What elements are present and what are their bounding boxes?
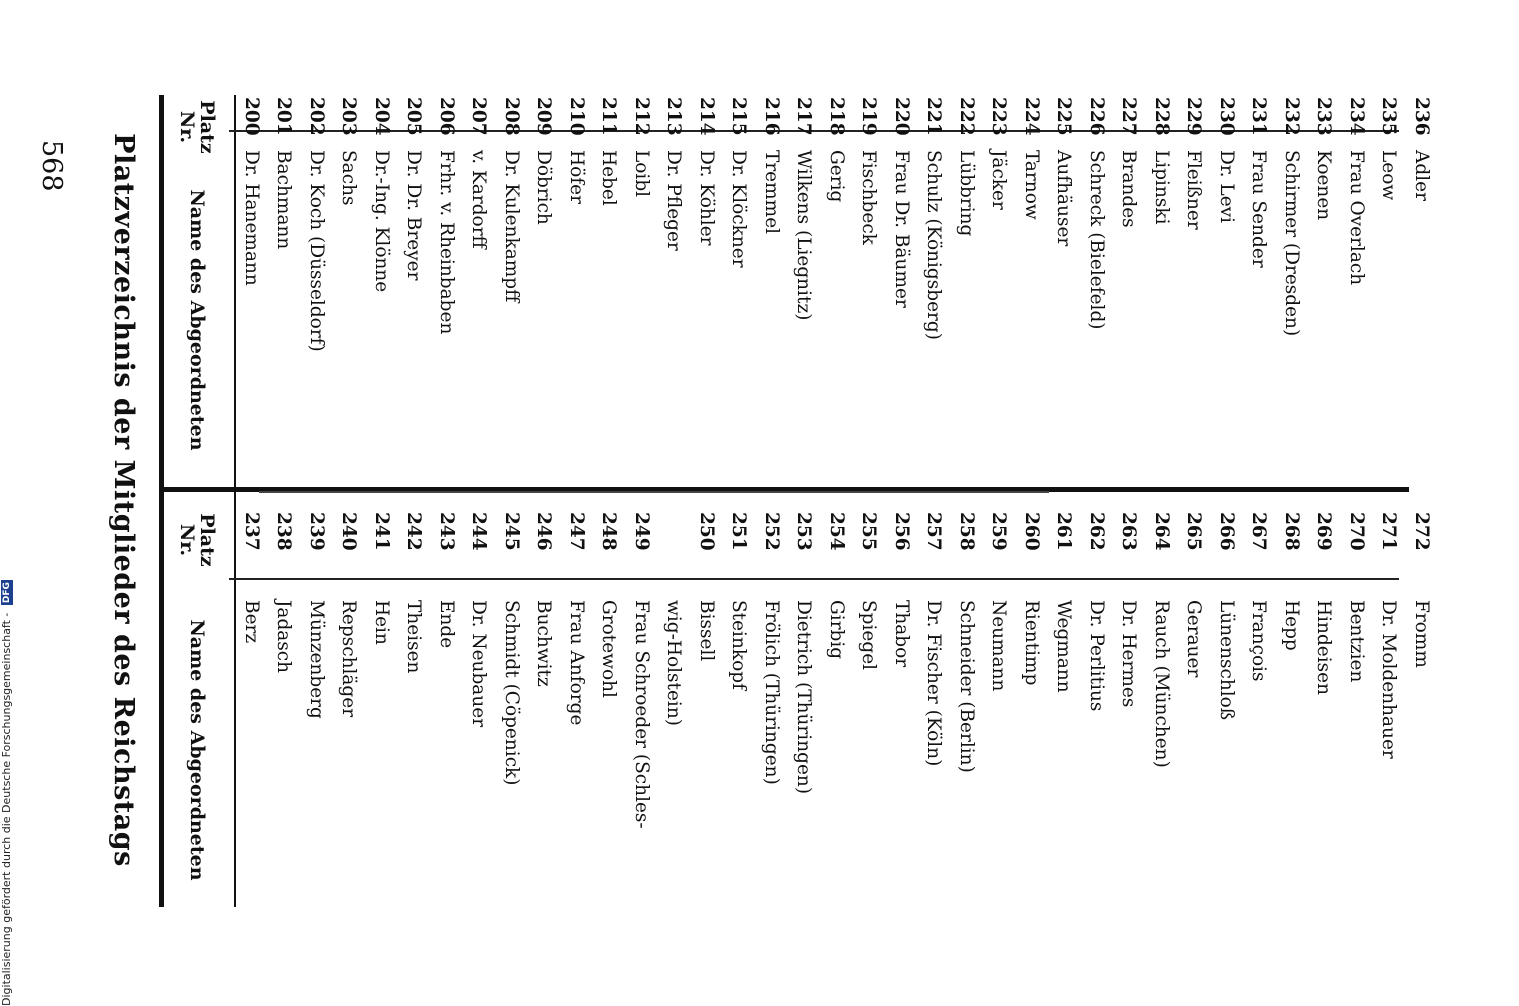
right_table-row-name: Gerauer — [1183, 600, 1205, 678]
left_table-row-name: Leow — [1378, 150, 1400, 201]
right_table-row-number: 247 — [566, 512, 587, 551]
left_table-row-name: Jäcker — [988, 150, 1010, 210]
right_table-row-number: 253 — [793, 512, 815, 551]
left_table-row-name: Brandes — [1118, 150, 1140, 228]
right_table-row-number: 271 — [1378, 512, 1400, 551]
left_table-row-name: Aufhäuser — [1053, 150, 1075, 247]
right_table-row-name: wig-Holstein) — [663, 600, 685, 726]
left_table-row-name: Lipinski — [1151, 150, 1172, 225]
left_table-row-name: Frau Overlach — [1346, 150, 1367, 286]
left_table-row-number: 212 — [631, 97, 652, 136]
right_table-row-number: 255 — [858, 512, 880, 551]
right_table-row-number: 242 — [403, 512, 425, 551]
right_table-row-number: 257 — [923, 512, 945, 551]
left_table-row-name: v. Kardorff — [468, 150, 490, 249]
right_table-row-name: Dr. Moldenhauer — [1378, 600, 1400, 759]
left_table-row-number: 215 — [728, 97, 750, 136]
right_table-row-name: Steinkopf — [728, 600, 750, 690]
left_table-row-name: Schulz (Königsberg) — [923, 150, 945, 340]
right_table-row-name: Wegmann — [1053, 600, 1075, 693]
left_table-row-name: Adler — [1411, 150, 1432, 201]
right_table-row-number: 241 — [371, 512, 392, 551]
right_table-row-number: 243 — [436, 512, 457, 551]
right_table-row-name: Frau Schroeder (Schles- — [631, 600, 652, 829]
left_table-row-number: 201 — [273, 97, 295, 136]
right_table-row-name: Dr. Fischer (Köln) — [923, 600, 945, 767]
right_table-row-name: Frau Anforge — [566, 600, 587, 726]
left_table-row-name: Schirmer (Dresden) — [1281, 150, 1302, 337]
left_table-row-number: 211 — [598, 97, 620, 136]
left-nr-header: Platz Nr. — [176, 100, 219, 154]
right_table-row-name: Dr. Hermes — [1118, 600, 1140, 708]
left_table-row-number: 224 — [1021, 97, 1042, 136]
right_table-row-number: 250 — [696, 512, 717, 551]
right-nr-header: Platz Nr. — [176, 513, 219, 567]
left-name-header: Name des Abgeordneten — [186, 189, 209, 451]
left_table-row-name: Höfer — [566, 150, 587, 204]
left_table-row-number: 223 — [988, 97, 1010, 136]
right_table-row-name: Schmidt (Cöpenick) — [501, 600, 522, 786]
right_table-row-name: Hein — [371, 600, 392, 645]
left_table-row-number: 200 — [241, 97, 262, 136]
right_table-row-number: 254 — [826, 512, 847, 551]
left_table-row-name: Frhr. v. Rheinbaben — [436, 150, 457, 335]
right_table-row-number: 251 — [728, 512, 750, 551]
right_table-row-number: 263 — [1118, 512, 1140, 551]
right_table-row-number: 267 — [1248, 512, 1270, 551]
right_table-row-number: 249 — [631, 512, 652, 551]
left_table-row-number: 207 — [468, 97, 490, 136]
left_table-row-number: 236 — [1411, 97, 1432, 136]
left_table-row-number: 232 — [1281, 97, 1302, 136]
left_table-row-name: Frau Sender — [1248, 150, 1270, 268]
left_table-row-name: Wilkens (Liegnitz) — [793, 150, 815, 321]
left_table-row-number: 209 — [533, 97, 555, 136]
right_table-row-number: 245 — [501, 512, 522, 551]
page-number: 568 — [36, 140, 67, 192]
left_table-row-name: Koenen — [1313, 150, 1335, 221]
right_table-row-number: 238 — [273, 512, 295, 551]
left_table-row-name: Dr. Klöckner — [728, 150, 750, 268]
right_table-row-name: Grotewohl — [598, 600, 620, 698]
right_table-row-number: 269 — [1313, 512, 1335, 551]
left_table-row-number: 204 — [371, 97, 392, 136]
left_table-row-number: 235 — [1378, 97, 1400, 136]
left_table-row-number: 221 — [923, 97, 945, 136]
right_table-row-number: 264 — [1151, 512, 1172, 551]
left_table-row-name: Gerig — [826, 150, 847, 203]
right_table-row-number: 258 — [956, 512, 977, 551]
right_table-row-number: 266 — [1216, 512, 1237, 551]
right_table-row-name: Jadasch — [273, 600, 295, 674]
left_table-row-number: 206 — [436, 97, 457, 136]
right_table-row-number: 260 — [1021, 512, 1042, 551]
left_table-row-number: 225 — [1053, 97, 1075, 136]
right_table-row-name: Rauch (München) — [1151, 600, 1172, 768]
left_table-row-name: Dr. Koch (Düsseldorf) — [306, 150, 327, 352]
right_table-row-number: 272 — [1411, 512, 1432, 551]
left_table-row-name: Tremmel — [761, 150, 782, 235]
digitization-note — [0, 580, 14, 1006]
right_table-row-name: Rientimp — [1021, 600, 1042, 686]
right_table-row-name: Ende — [436, 600, 457, 649]
left_table-row-number: 213 — [663, 97, 685, 136]
right-column-rule — [229, 578, 1399, 580]
right_table-row-number: 239 — [306, 512, 327, 551]
right_table-row-name: Thabor — [891, 600, 912, 668]
left_table-row-name: Dr. Kulenkampff — [501, 150, 522, 303]
left_table-row-number: 202 — [306, 97, 327, 136]
right_table-row-name: Bissell — [696, 600, 717, 662]
left_table-row-number: 227 — [1118, 97, 1140, 136]
right_table-row-name: Spiegel — [858, 600, 880, 671]
right_table-row-name: Lünenschloß — [1216, 600, 1237, 721]
left_table-row-number: 222 — [956, 97, 977, 136]
right_table-row-name: Schneider (Berlin) — [956, 600, 977, 773]
left_table-row-number: 233 — [1313, 97, 1335, 136]
right_table-row-name: Repschläger — [338, 600, 360, 718]
left_table-row-name: Loibl — [631, 150, 652, 198]
right_table-row-name: Neumann — [988, 600, 1010, 692]
right_table-row-name: Münzenberg — [306, 600, 327, 719]
right_table-row-name: Theisen — [403, 600, 425, 674]
left_table-row-name: Fleißner — [1183, 150, 1205, 230]
right_table-row-number: 244 — [468, 512, 490, 551]
left_table-row-number: 205 — [403, 97, 425, 136]
left_table-row-name: Lübbring — [956, 150, 977, 237]
right_table-row-number: 252 — [761, 512, 782, 551]
left_table-row-number: 218 — [826, 97, 847, 136]
right_table-row-number: 256 — [891, 512, 912, 551]
right_table-row-name: Dietrich (Thüringen) — [793, 600, 815, 795]
right_table-row-number: 248 — [598, 512, 620, 551]
left_table-row-number: 203 — [338, 97, 360, 136]
left_table-row-number: 219 — [858, 97, 880, 136]
right_table-row-number: 261 — [1053, 512, 1075, 551]
right_table-row-number: 237 — [241, 512, 262, 551]
left_table-row-name: Dr. Pfleger — [663, 150, 685, 251]
right_table-row-number: 240 — [338, 512, 360, 551]
right_table-row-name: Buchwitz — [533, 600, 555, 687]
right_table-row-name: Berz — [241, 600, 262, 644]
left_table-row-name: Sachs — [338, 150, 360, 206]
dfg-logo: DFG — [2, 582, 12, 604]
left_table-row-number: 220 — [891, 97, 912, 136]
right_table-row-number: 262 — [1086, 512, 1107, 551]
left_table-row-name: Döbrich — [533, 150, 555, 225]
right_table-row-name: Bentzien — [1346, 600, 1367, 683]
left_table-row-number: 210 — [566, 97, 587, 136]
left_table-row-number: 214 — [696, 97, 717, 136]
right_table-row-name: François — [1248, 600, 1270, 682]
right_table-row-number: 259 — [988, 512, 1010, 551]
page-title: Platzverzeichnis der Mitglieder des Reichstags — [108, 133, 139, 867]
right_table-row-number: 268 — [1281, 512, 1302, 551]
left_table-row-name: Hebel — [598, 150, 620, 206]
left_table-row-number: 226 — [1086, 97, 1107, 136]
right-name-header: Name des Abgeordneten — [186, 619, 209, 881]
left_table-row-number: 217 — [793, 97, 815, 136]
left_table-row-number: 228 — [1151, 97, 1172, 136]
left_table-row-number: 234 — [1346, 97, 1367, 136]
right_table-row-number: 270 — [1346, 512, 1367, 551]
left_table-row-name: Dr.-Ing. Klönne — [371, 150, 392, 293]
left_table-row-name: Fischbeck — [858, 150, 880, 245]
left_table-row-name: Dr. Levi — [1216, 150, 1237, 224]
right_table-row-name: Hindeisen — [1313, 600, 1335, 696]
table-middle-rule-thin — [259, 491, 1049, 493]
right_table-row-name: Frölich (Thüringen) — [761, 600, 782, 785]
right_table-row-name: Dr. Perlitius — [1086, 600, 1107, 712]
digitization-note-text: Digitalisierung gefördert durch die Deutsche Forschungsgemeinschaft - — [0, 612, 13, 1006]
right_table-row-name: Hepp — [1281, 600, 1302, 651]
right_table-row-name: Girbig — [826, 600, 847, 660]
left_table-row-number: 208 — [501, 97, 522, 136]
left_table-row-name: Bachmann — [273, 150, 295, 250]
left_table-row-number: 216 — [761, 97, 782, 136]
left_table-row-number: 229 — [1183, 97, 1205, 136]
left_table-row-name: Tarnow — [1021, 150, 1042, 220]
table-header-rule — [234, 95, 236, 907]
left_table-row-number: 231 — [1248, 97, 1270, 136]
left_table-row-number: 230 — [1216, 97, 1237, 136]
right_table-row-name: Fromm — [1411, 600, 1432, 668]
left_table-row-name: Dr. Dr. Breyer — [403, 150, 425, 281]
right_table-row-number: 246 — [533, 512, 555, 551]
left_table-row-name: Dr. Köhler — [696, 150, 717, 246]
left_table-row-name: Frau Dr. Bäumer — [891, 150, 912, 308]
left_table-row-name: Schreck (Bielefeld) — [1086, 150, 1107, 330]
right_table-row-number: 265 — [1183, 512, 1205, 551]
right_table-row-name: Dr. Neubauer — [468, 600, 490, 728]
left_table-row-name: Dr. Hanemann — [241, 150, 262, 286]
